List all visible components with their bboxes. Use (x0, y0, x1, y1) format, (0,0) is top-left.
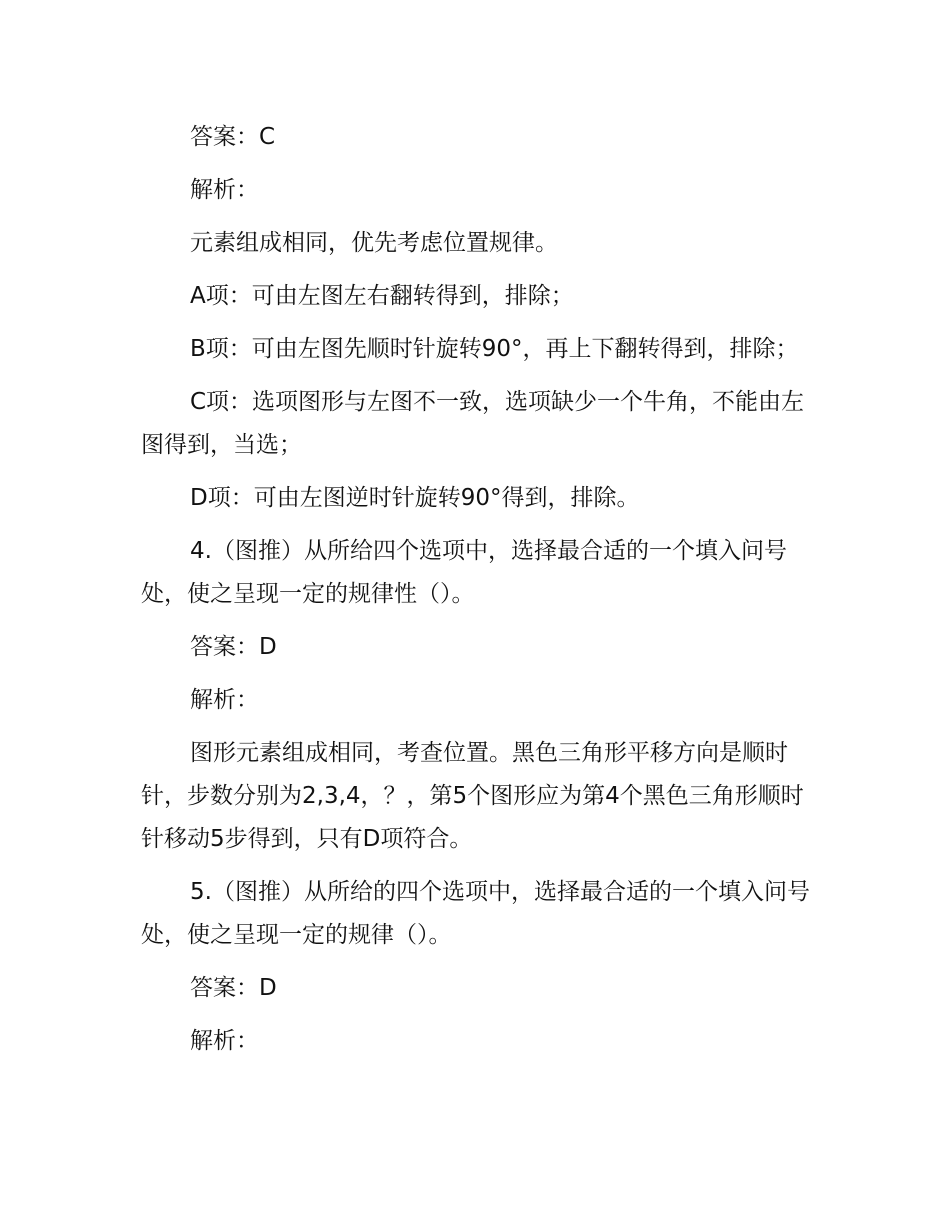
option-c-explanation: C项：选项图形与左图不一致，选项缺少一个牛角，不能由左图得到，当选； (141, 389, 805, 458)
analysis-intro-q3: 元素组成相同，优先考虑位置规律。 (190, 230, 558, 256)
option-a-explanation: A项：可由左图左右翻转得到，排除； (190, 283, 574, 309)
question-5: 5.（图推）从所给的四个选项中，选择最合适的一个填入问号处，使之呈现一定的规律（）。 (141, 879, 810, 948)
answer-line-q5: 答案：D (190, 975, 277, 1001)
option-d-explanation: D项：可由左图逆时针旋转90°得到，排除。 (190, 485, 640, 511)
answer-line-q4: 答案：D (190, 634, 277, 660)
answer-line-q3: 答案：C (190, 124, 276, 150)
analysis-heading-q3: 解析： (190, 177, 259, 203)
document-body (141, 116, 811, 1073)
analysis-text-q4: 图形元素组成相同，考查位置。黑色三角形平移方向是顺时针，步数分别为2,3,4，？，第5个图形应为第4个黑色三角形顺时针移动5步得到，只有D项符合。 (141, 740, 804, 852)
analysis-heading-q5: 解析： (190, 1028, 259, 1054)
option-b-explanation: B项：可由左图先顺时针旋转90°，再上下翻转得到，排除； (190, 336, 799, 362)
question-4: 4.（图推）从所给四个选项中，选择最合适的一个填入问号处，使之呈现一定的规律性（）。 (141, 538, 787, 607)
analysis-heading-q4: 解析： (190, 687, 259, 713)
